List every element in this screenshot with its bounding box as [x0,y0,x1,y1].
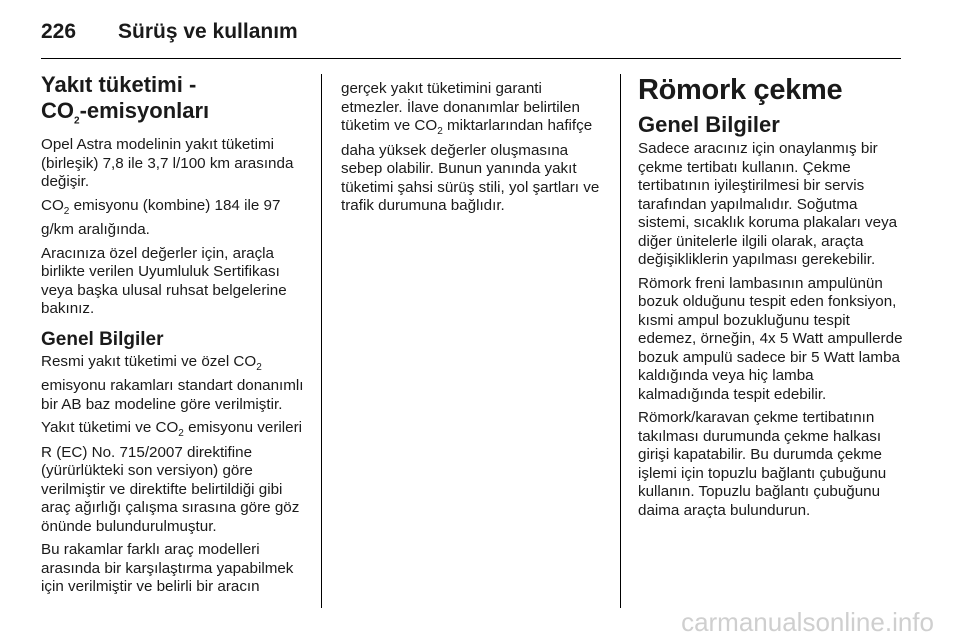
paragraph: Bu rakamlar farklı araç modelleri arasında bir karşılaştırma yapabilmek için verilmiştir ve belirli bir aracın [41,541,294,596]
paragraph: Römork freni lambasının ampulünün bozuk olduğunu tespit eden fonksiyon, kısmi ampul bozukluğunu tespit edemez, örneğin, 4x 5 Watt ampullerde bozuk ampulü sadece bir 5 Watt lamba kaldığında veya hiç lamba kalmadığında tespit edebilir. [638,274,903,403]
section-heading-towing: Römork çekme [638,74,843,106]
column-divider-2 [620,74,621,608]
paragraph: Yakıt tüketimi ve $CO_2$ emisyonu verileri R (EC) No. 715/2007 direktifine (yürürlükteki son versiyon) göre verilmiştir ve direktifte belirtildiği gibi araç ağırlığı çalışma sırasına göre göz önünde bulundurulmuştur. [41,419,303,535]
section-heading-fuel: Yakıt tüketimi - $CO_2$-emisyonları [41,72,210,127]
paragraph: Römork/karavan çekme tertibatının takılması durumunda çekme halkası girişi kapatabilir. Bu durumda çekme işlemi için topuzlu bağlantı çubuğunu kullanın. Topuzlu bağlantı çubuğunu daima araçta bulundurun. [638,409,887,519]
page-header [0,0,960,62]
paragraph: gerçek yakıt tüketimini garanti etmezler. İlave donanımlar belirtilen tüketim ve $CO_2$ miktarlarından hafifçe daha yüksek değerler oluşmasına sebep olabilir. Bunun yanında yakıt tüketimi şahsi sürüş stili, yol şartları ve trafik durumuna bağlıdır. [341,80,600,215]
page-number: 226 [41,20,77,43]
running-title: Sürüş ve kullanım [118,20,298,43]
paragraph: Aracınıza özel değerler için, araçla birlikte verilen Uyumluluk Sertifikası veya başka ulusal ruhsat belgelerine bakınız. [41,244,287,318]
heading-line-1: Yakıt tüketimi - [41,72,197,97]
paragraph: $CO_2$ emisyonu (kombine) 184 ile 97 g/km aralığında. [41,196,281,239]
paragraph: Opel Astra modelinin yakıt tüketimi (birleşik) 7,8 ile 3,7 l/100 km arasında değişir. [41,136,294,191]
sub-heading-general: Genel Bilgiler [41,328,164,350]
watermark: carmanualsonline.info [681,607,934,637]
column-1 [41,72,311,602]
sub-heading-general-towing: Genel Bilgiler [638,112,780,137]
header-rule [41,58,901,59]
column-3 [638,72,908,525]
column-2 [341,80,607,221]
paragraph: Resmi yakıt tüketimi ve özel $CO_2$ emisyonu rakamları standart donanımlı bir AB baz modeline göre verilmiştir. [41,352,304,413]
column-divider-1 [321,74,322,608]
paragraph: Sadece aracınız için onaylanmış bir çekme tertibatı kullanın. Çekme tertibatının iyileştirilmesi bir servis tarafından yapılmalıdır. Soğutma sistemi, sıcaklık koruma plakaları veya diğer ünitelerle ilgili olarak, araçta değişikliklerin yapılması gerekebilir. [638,140,898,268]
